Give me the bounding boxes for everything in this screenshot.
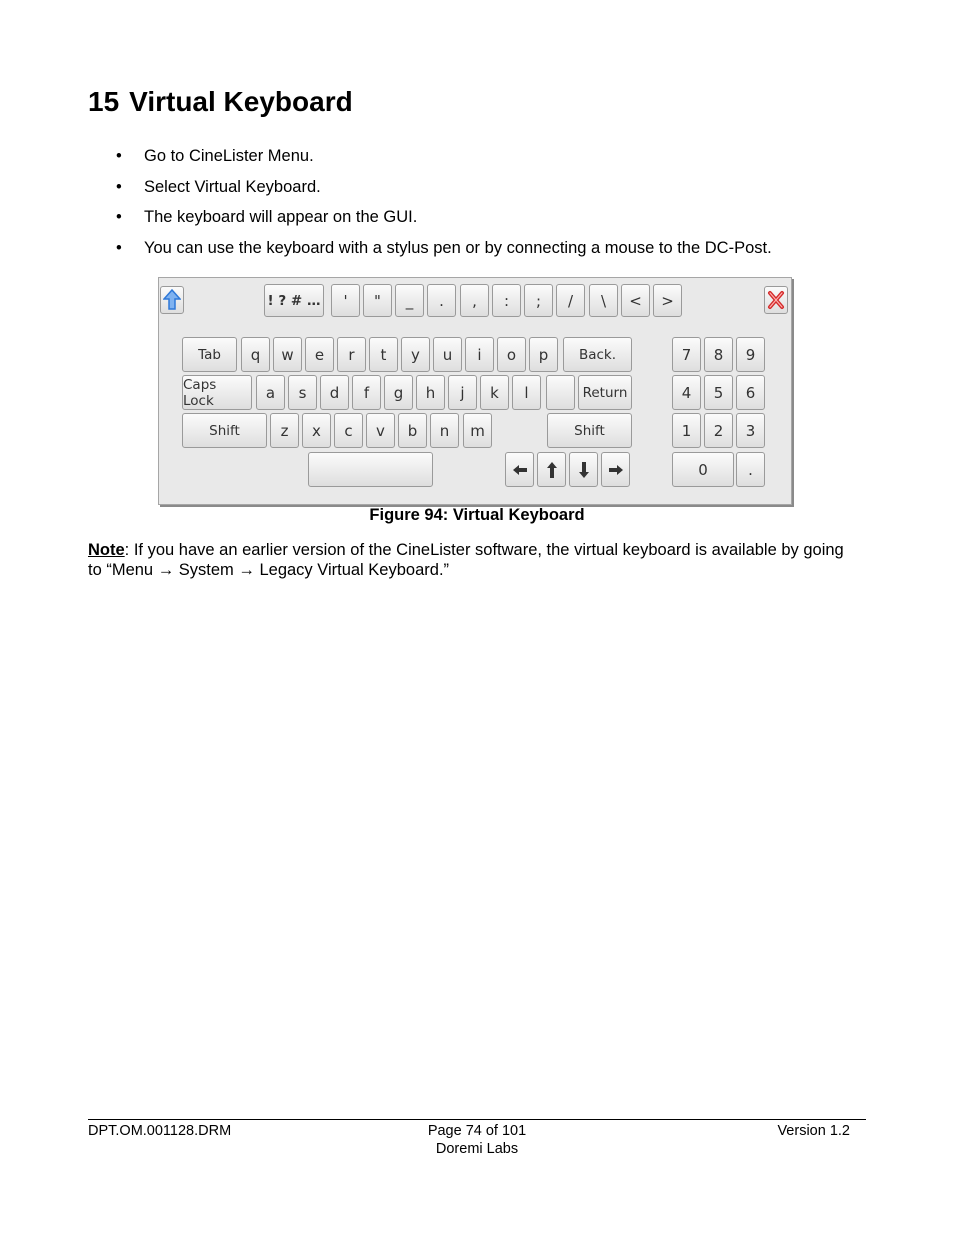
- key-quote[interactable]: ": [363, 284, 392, 317]
- symbols-key[interactable]: ! ? # …: [264, 284, 324, 317]
- virtual-keyboard-figure: [158, 277, 792, 505]
- numpad-6[interactable]: 6: [736, 375, 765, 410]
- list-item: • Go to CineLister Menu.: [116, 147, 314, 165]
- key-y[interactable]: y: [401, 337, 430, 372]
- key-a[interactable]: a: [256, 375, 285, 410]
- key-apostrophe[interactable]: ': [331, 284, 360, 317]
- down-arrow-icon: [578, 461, 590, 479]
- section-title: Virtual Keyboard: [129, 86, 353, 117]
- return-key[interactable]: Return: [578, 375, 632, 410]
- up-arrow-key[interactable]: [537, 452, 566, 487]
- key-q[interactable]: q: [241, 337, 270, 372]
- instruction-list: [116, 144, 772, 266]
- key-f[interactable]: f: [352, 375, 381, 410]
- key-r[interactable]: r: [337, 337, 366, 372]
- key-o[interactable]: o: [497, 337, 526, 372]
- key-g[interactable]: g: [384, 375, 413, 410]
- key-comma[interactable]: ,: [460, 284, 489, 317]
- key-u[interactable]: u: [433, 337, 462, 372]
- key-semicolon[interactable]: ;: [524, 284, 553, 317]
- key-less-than[interactable]: <: [621, 284, 650, 317]
- key-x[interactable]: x: [302, 413, 331, 448]
- numpad-decimal[interactable]: .: [736, 452, 765, 487]
- tab-key[interactable]: Tab: [182, 337, 237, 372]
- key-v[interactable]: v: [366, 413, 395, 448]
- key-m[interactable]: m: [463, 413, 492, 448]
- key-b[interactable]: b: [398, 413, 427, 448]
- page-info: [377, 1122, 577, 1158]
- space-bar[interactable]: [308, 452, 433, 487]
- list-item: • The keyboard will appear on the GUI.: [116, 208, 418, 226]
- note-paragraph: [88, 540, 848, 580]
- left-arrow-key[interactable]: [505, 452, 534, 487]
- key-s[interactable]: s: [288, 375, 317, 410]
- key-l[interactable]: l: [512, 375, 541, 410]
- numpad-3[interactable]: 3: [736, 413, 765, 448]
- numpad-8[interactable]: 8: [704, 337, 733, 372]
- page-number: Page 74 of 101: [427, 1123, 527, 1139]
- key-p[interactable]: p: [529, 337, 558, 372]
- key-j[interactable]: j: [448, 375, 477, 410]
- key-e[interactable]: e: [305, 337, 334, 372]
- key-colon[interactable]: :: [492, 284, 521, 317]
- key-h[interactable]: h: [416, 375, 445, 410]
- blank-key[interactable]: [546, 375, 575, 410]
- key-backslash[interactable]: \: [589, 284, 618, 317]
- right-shift-key[interactable]: Shift: [547, 413, 632, 448]
- list-item: • Select Virtual Keyboard.: [116, 177, 321, 196]
- key-c[interactable]: c: [334, 413, 363, 448]
- right-arrow-key[interactable]: [601, 452, 630, 487]
- close-icon: [767, 290, 785, 310]
- key-underscore[interactable]: _: [395, 284, 424, 317]
- down-arrow-key[interactable]: [569, 452, 598, 487]
- up-arrow-icon: [546, 461, 558, 479]
- backspace-key[interactable]: Back.: [563, 337, 632, 372]
- numpad-9[interactable]: 9: [736, 337, 765, 372]
- section-number: 15: [88, 86, 120, 117]
- numpad-1[interactable]: 1: [672, 413, 701, 448]
- document-version: Version 1.2: [777, 1123, 850, 1139]
- up-arrow-icon: [163, 289, 181, 311]
- left-arrow-icon: [512, 464, 528, 476]
- note-label: Note: [88, 541, 125, 559]
- key-t[interactable]: t: [369, 337, 398, 372]
- numpad-5[interactable]: 5: [704, 375, 733, 410]
- key-d[interactable]: d: [320, 375, 349, 410]
- key-greater-than[interactable]: >: [653, 284, 682, 317]
- close-button[interactable]: [764, 286, 788, 314]
- right-arrow-icon: [608, 464, 624, 476]
- key-period[interactable]: .: [427, 284, 456, 317]
- footer-divider: [88, 1119, 866, 1120]
- key-w[interactable]: w: [273, 337, 302, 372]
- caps-lock-key[interactable]: Caps Lock: [182, 375, 252, 410]
- shift-toggle-button[interactable]: [160, 286, 184, 314]
- numpad-2[interactable]: 2: [704, 413, 733, 448]
- numpad-0[interactable]: 0: [672, 452, 734, 487]
- note-text: : If you have an earlier version of the CineLister software, the virtual keyboard is available by going to “Menu → System → Legacy Virtual Keyboard.”: [88, 541, 844, 579]
- key-k[interactable]: k: [480, 375, 509, 410]
- numpad-4[interactable]: 4: [672, 375, 701, 410]
- key-z[interactable]: z: [270, 413, 299, 448]
- section-heading: [88, 86, 353, 118]
- company-name: Doremi Labs: [435, 1141, 519, 1157]
- left-shift-key[interactable]: Shift: [182, 413, 267, 448]
- document-id: DPT.OM.001128.DRM: [88, 1123, 232, 1139]
- key-slash[interactable]: /: [556, 284, 585, 317]
- key-n[interactable]: n: [430, 413, 459, 448]
- key-i[interactable]: i: [465, 337, 494, 372]
- figure-caption: Figure 94: Virtual Keyboard: [369, 506, 585, 524]
- numpad-7[interactable]: 7: [672, 337, 701, 372]
- list-item: • You can use the keyboard with a stylus pen or by connecting a mouse to the DC-Post.: [116, 238, 772, 257]
